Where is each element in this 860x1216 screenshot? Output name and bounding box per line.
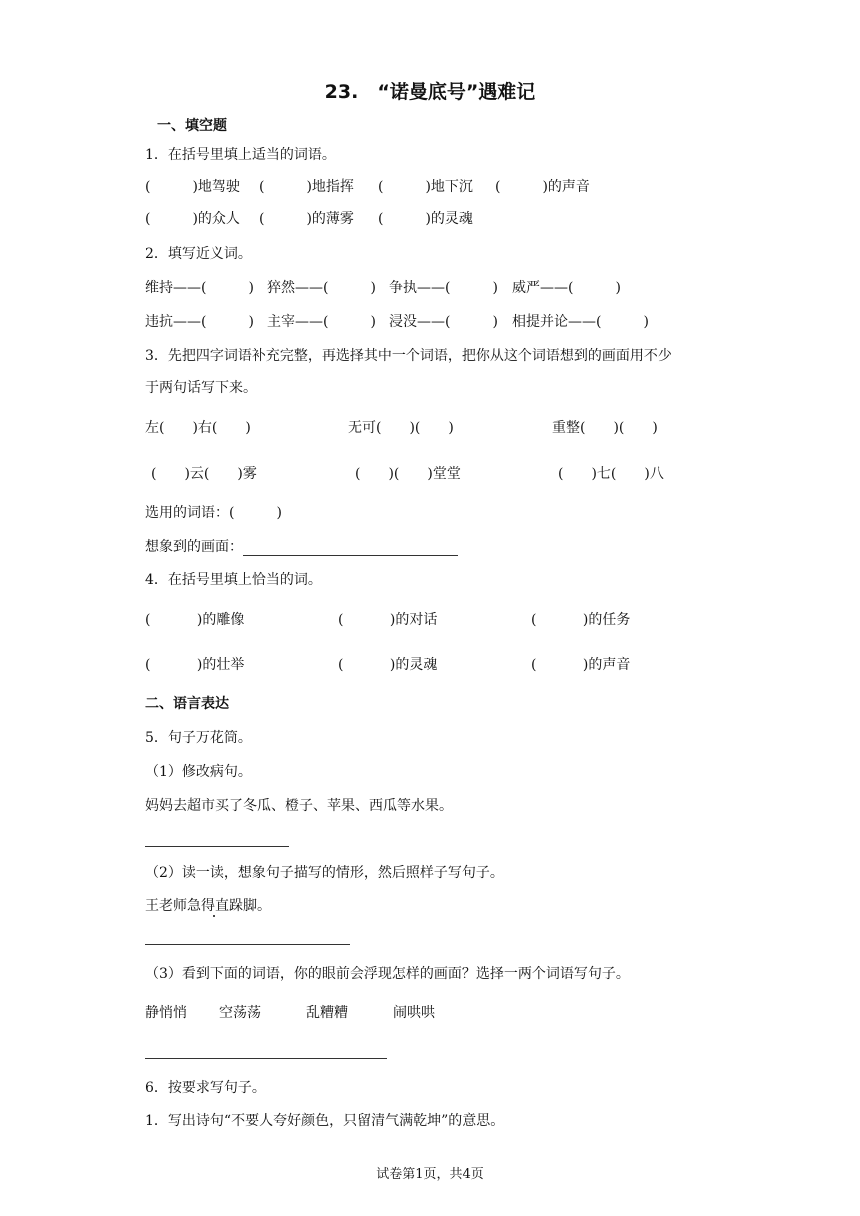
imagine-picture-label: 想象到的画面： xyxy=(145,539,243,555)
answer-line[interactable] xyxy=(145,1058,387,1059)
page-footer: 试卷第1页，共4页 xyxy=(376,1167,484,1182)
idiom-blank[interactable]: ( )七( )八 xyxy=(558,466,664,482)
blank-item[interactable]: 维持——( ) xyxy=(145,280,254,296)
question-3-prompt-line-2: 于两句话写下来。 xyxy=(145,380,257,396)
word-item: 空荡荡 xyxy=(219,1005,261,1021)
question-5-sub-1: （1）修改病句。 xyxy=(145,764,252,780)
question-1-prompt: 1．在括号里填上适当的词语。 xyxy=(145,147,336,163)
blank-item[interactable]: 争执——( ) xyxy=(389,280,498,296)
question-3-prompt-line-1: 3．先把四字词语补充完整，再选择其中一个词语，把你从这个词语想到的画面用不少 xyxy=(145,348,672,364)
idiom-blank[interactable]: 左( )右( ) xyxy=(145,420,251,436)
blank-item[interactable]: ( )的声音 xyxy=(531,657,631,673)
page-title: 23. “诺曼底号”遇难记 xyxy=(324,81,536,103)
answer-line[interactable] xyxy=(243,541,458,556)
question-4-prompt: 4．在括号里填上恰当的词。 xyxy=(145,572,322,588)
question-6-prompt: 6．按要求写句子。 xyxy=(145,1080,266,1096)
question-5-sub-2: （2）读一读，想象句子描写的情形，然后照样子写句子。 xyxy=(145,865,504,881)
blank-item[interactable]: 违抗——( ) xyxy=(145,314,254,330)
blank-item[interactable]: ( )的雕像 xyxy=(145,612,245,628)
blank-item[interactable]: ( )的灵魂 xyxy=(338,657,438,673)
blank-item[interactable]: ( )的壮举 xyxy=(145,657,245,673)
emphasis-dot xyxy=(213,915,215,917)
blank-item[interactable]: 猝然——( ) xyxy=(267,280,376,296)
idiom-blank[interactable]: ( )( )堂堂 xyxy=(355,466,461,482)
blank-item[interactable]: ( )地驾驶 xyxy=(145,179,240,195)
idiom-blank[interactable]: ( )云( )雾 xyxy=(151,466,257,482)
blank-item[interactable]: ( )的灵魂 xyxy=(378,211,473,227)
blank-item[interactable]: ( )地指挥 xyxy=(259,179,354,195)
blank-item[interactable]: ( )地下沉 xyxy=(378,179,473,195)
blank-item[interactable]: ( )的众人 xyxy=(145,211,240,227)
question-5-sub-1-sentence: 妈妈去超市买了冬瓜、橙子、苹果、西瓜等水果。 xyxy=(145,798,453,814)
blank-item[interactable]: ( )的薄雾 xyxy=(259,211,354,227)
section-heading-fill-blank: 一、填空题 xyxy=(157,118,227,134)
blank-item[interactable]: ( )的对话 xyxy=(338,612,438,628)
idiom-blank[interactable]: 重整( )( ) xyxy=(552,420,658,436)
blank-item[interactable]: ( )的任务 xyxy=(531,612,631,628)
idiom-blank[interactable]: 无可( )( ) xyxy=(348,420,454,436)
word-item: 乱糟糟 xyxy=(306,1005,348,1021)
blank-item[interactable]: ( )的声音 xyxy=(495,179,590,195)
blank-item[interactable]: 主宰——( ) xyxy=(267,314,376,330)
question-5-prompt: 5．句子万花筒。 xyxy=(145,730,252,746)
blank-item[interactable]: 威严——( ) xyxy=(512,280,621,296)
chosen-word-field[interactable]: 选用的词语：( ) xyxy=(145,505,282,521)
section-heading-language-expression: 二、语言表达 xyxy=(145,696,229,712)
blank-item[interactable]: 相提并论——( ) xyxy=(512,314,649,330)
imagine-picture-line xyxy=(145,536,458,556)
answer-line[interactable] xyxy=(145,846,289,847)
question-2-prompt: 2．填写近义词。 xyxy=(145,246,252,262)
answer-line[interactable] xyxy=(145,944,350,945)
blank-item[interactable]: 浸没——( ) xyxy=(389,314,498,330)
question-5-sub-2-sentence: 王老师急得直跺脚。 xyxy=(145,898,271,914)
question-6-item-1: 1．写出诗句“不要人夸好颜色，只留清气满乾坤”的意思。 xyxy=(145,1113,505,1129)
word-item: 闹哄哄 xyxy=(393,1005,435,1021)
word-item: 静悄悄 xyxy=(145,1005,187,1021)
question-5-sub-3: （3）看到下面的词语，你的眼前会浮现怎样的画面？选择一两个词语写句子。 xyxy=(145,966,630,982)
